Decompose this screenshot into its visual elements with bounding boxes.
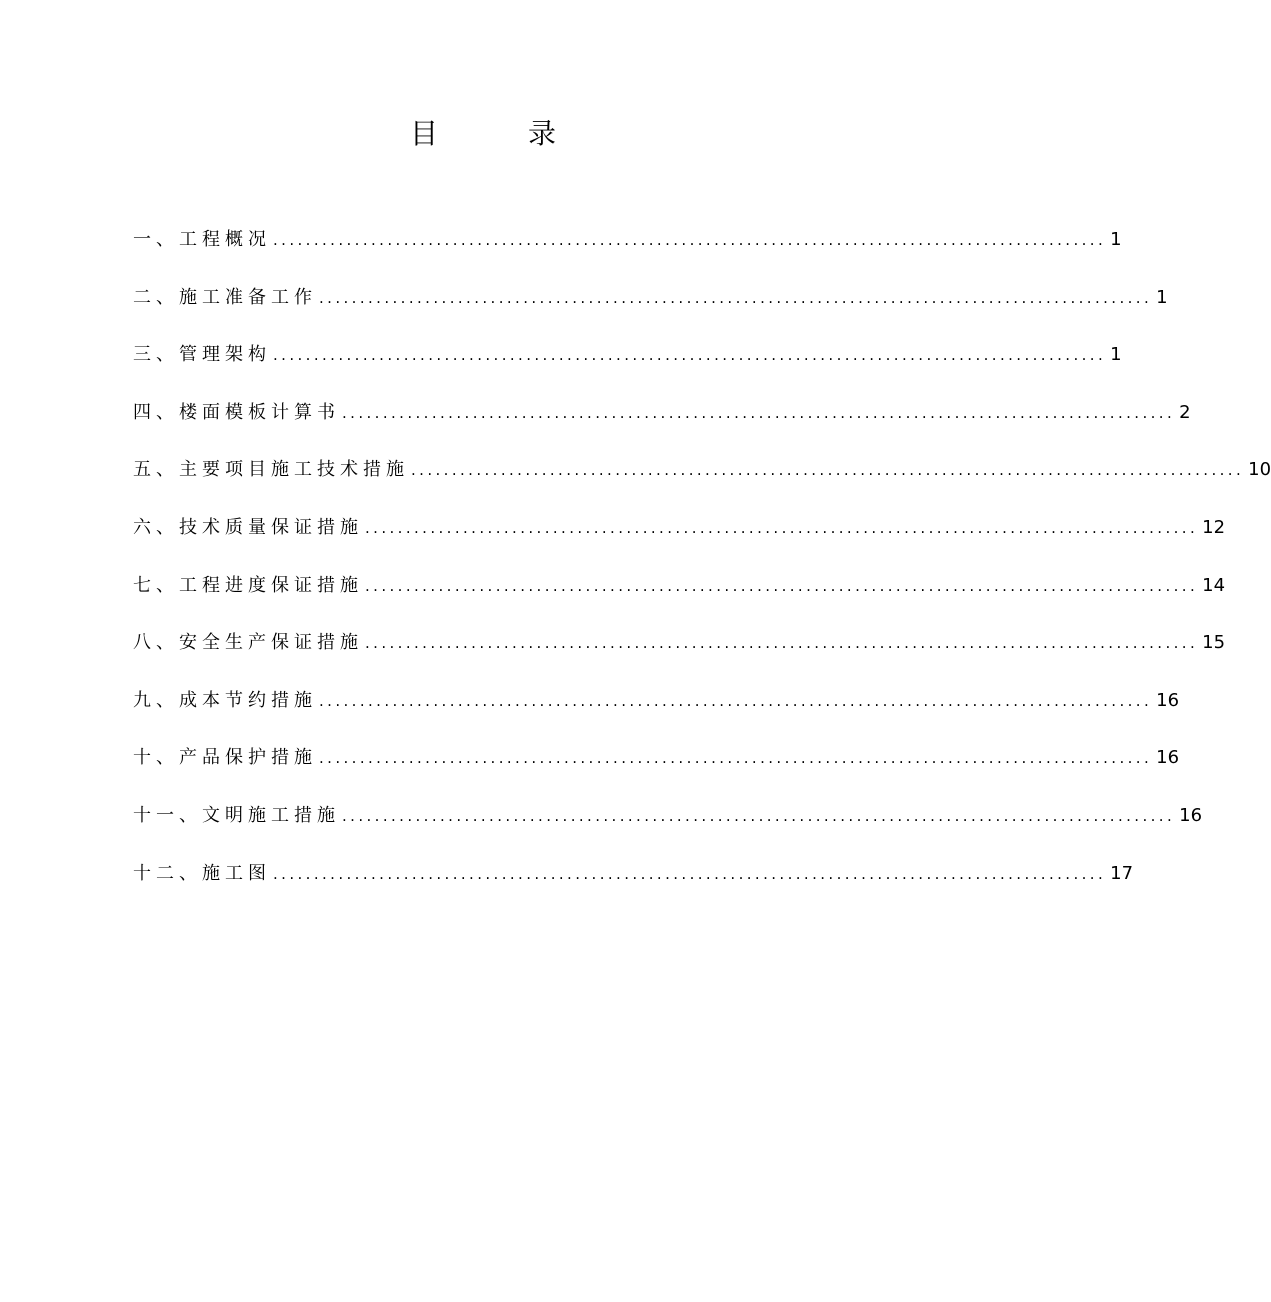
toc-entry-page: 2 bbox=[1179, 401, 1191, 423]
toc-entry[interactable] bbox=[133, 685, 1180, 743]
toc-entry[interactable] bbox=[133, 858, 1134, 916]
toc-leader-dots: ...................................................................................................... bbox=[319, 749, 1153, 768]
toc-entry-label: 文明施工措施 bbox=[202, 804, 340, 826]
toc-entry-number: 一、 bbox=[133, 229, 179, 250]
toc-leader-dots: ...................................................................................................... bbox=[273, 346, 1107, 365]
toc-entry-label: 工程进度保证措施 bbox=[179, 574, 363, 596]
toc-entry-number: 六、 bbox=[133, 516, 179, 538]
toc-entry-label: 工程概况 bbox=[179, 229, 271, 250]
toc-entry[interactable] bbox=[133, 570, 1226, 628]
toc-entry-page: 1 bbox=[1156, 286, 1168, 308]
toc-leader-dots: ...................................................................................................... bbox=[319, 288, 1153, 307]
toc-entry-label: 施工准备工作 bbox=[179, 286, 317, 308]
toc-entry-number: 五、 bbox=[133, 459, 179, 481]
toc-title bbox=[0, 112, 920, 156]
toc-leader-dots: ...................................................................................................... bbox=[319, 691, 1153, 710]
toc-entry-label: 施工图 bbox=[202, 862, 271, 884]
toc-entry-number: 二、 bbox=[133, 286, 179, 308]
toc-entry-number: 九、 bbox=[133, 689, 179, 711]
toc-entry-number: 十二、 bbox=[133, 862, 202, 884]
toc-list bbox=[133, 224, 1271, 915]
toc-entry-page: 17 bbox=[1110, 862, 1134, 884]
toc-entry-number: 八、 bbox=[133, 632, 179, 654]
toc-leader-dots: ...................................................................................................... bbox=[365, 576, 1199, 595]
toc-entry-page: 15 bbox=[1202, 632, 1226, 654]
toc-entry-number: 十一、 bbox=[133, 804, 202, 826]
toc-entry[interactable] bbox=[133, 627, 1226, 685]
toc-entry-page: 16 bbox=[1156, 689, 1180, 711]
toc-leader-dots: ...................................................................................................... bbox=[365, 518, 1199, 537]
toc-entry-label: 技术质量保证措施 bbox=[179, 516, 363, 538]
toc-leader-dots: ...................................................................................................... bbox=[273, 864, 1107, 883]
toc-entry[interactable] bbox=[133, 339, 1122, 397]
toc-entry-label: 成本节约措施 bbox=[179, 689, 317, 711]
toc-entry-label: 楼面模板计算书 bbox=[179, 401, 340, 423]
toc-entry[interactable] bbox=[133, 742, 1180, 800]
toc-title-char-1: 目 bbox=[410, 117, 439, 150]
toc-entry-label: 主要项目施工技术措施 bbox=[179, 459, 409, 481]
toc-entry-page: 1 bbox=[1110, 229, 1122, 250]
toc-entry-page: 1 bbox=[1110, 344, 1122, 366]
toc-entry-number: 四、 bbox=[133, 401, 179, 423]
toc-entry-page: 16 bbox=[1179, 804, 1203, 826]
toc-entry-number: 七、 bbox=[133, 574, 179, 596]
toc-entry-number: 三、 bbox=[133, 344, 179, 366]
toc-entry[interactable] bbox=[133, 512, 1226, 570]
toc-entry[interactable] bbox=[133, 800, 1203, 858]
toc-entry-page: 16 bbox=[1156, 747, 1180, 769]
toc-entry[interactable] bbox=[133, 454, 1271, 512]
toc-leader-dots: ...................................................................................................... bbox=[342, 403, 1176, 422]
toc-entry-number: 十、 bbox=[133, 747, 179, 769]
toc-leader-dots: ...................................................................................................... bbox=[365, 634, 1199, 653]
toc-leader-dots: ...................................................................................................... bbox=[273, 231, 1107, 249]
toc-entry-page: 10 bbox=[1248, 459, 1271, 481]
toc-entry-label: 管理架构 bbox=[179, 344, 271, 366]
toc-leader-dots: ...................................................................................................... bbox=[411, 461, 1245, 480]
toc-entry[interactable] bbox=[133, 282, 1168, 340]
toc-entry[interactable] bbox=[133, 397, 1191, 455]
toc-leader-dots: ...................................................................................................... bbox=[342, 806, 1176, 825]
toc-entry-page: 14 bbox=[1202, 574, 1226, 596]
toc-entry-label: 产品保护措施 bbox=[179, 747, 317, 769]
toc-entry[interactable] bbox=[133, 224, 1122, 282]
toc-entry-page: 12 bbox=[1202, 516, 1226, 538]
toc-title-char-2: 录 bbox=[528, 117, 557, 150]
toc-entry-label: 安全生产保证措施 bbox=[179, 632, 363, 654]
